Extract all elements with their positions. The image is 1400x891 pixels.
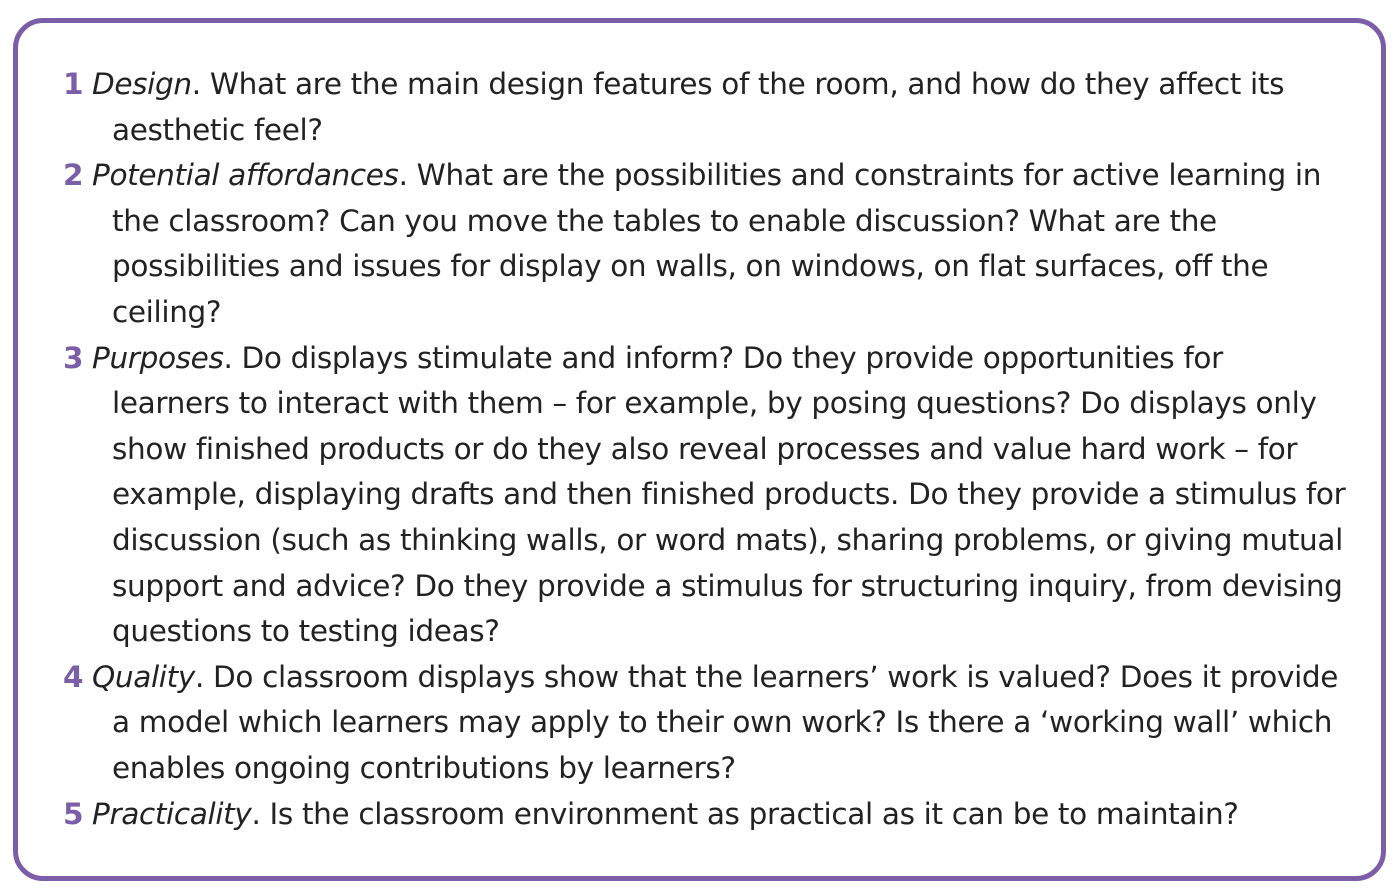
list-item — [48, 62, 1348, 153]
numbered-list — [48, 62, 1348, 837]
list-item — [48, 655, 1348, 792]
item-text — [92, 655, 1348, 792]
item-body: . Do classroom displays show that the learners’ work is valued? Does it provide a model which learners may apply to their own work? Is there a ‘working wall’ which enables ongoing contributions by learners? — [112, 659, 1339, 785]
item-number: 2 — [63, 158, 84, 193]
item-number: 4 — [63, 659, 84, 694]
item-number: 3 — [63, 340, 84, 375]
item-number: 5 — [63, 796, 84, 831]
item-body: . Is the classroom environment as practical as it can be to maintain? — [251, 796, 1239, 831]
item-body: . Do displays stimulate and inform? Do they provide opportunities for learners to interact with them – for example, by posing questions? Do displays only show finished products or do they also reveal processes and value hard work – for example, displaying drafts and then finished products. Do they provide a stimulus for discussion (such as thinking walls, or word mats), sharing problems, or giving mutual support and advice? Do they provide a stimulus for structuring inquiry, from devising questions to testing ideas? — [112, 340, 1346, 649]
list-item — [48, 153, 1348, 335]
item-number: 1 — [63, 67, 84, 101]
item-body: . What are the main design features of the room, and how do they affect its aesthetic feel? — [112, 67, 1285, 147]
item-term: Quality — [92, 659, 195, 694]
item-text — [92, 153, 1348, 335]
item-term: Potential affordances — [92, 158, 399, 193]
item-term: Design — [92, 67, 192, 101]
list-item — [48, 336, 1348, 655]
list-item — [48, 792, 1348, 838]
item-term: Purposes — [92, 340, 224, 375]
item-term: Practicality — [92, 796, 252, 831]
item-text — [92, 792, 1348, 838]
item-text — [92, 336, 1348, 655]
item-body: . What are the possibilities and constraints for active learning in the classroom? Can you move the tables to enable discussion? What are the possibilities and issues for display on walls, on windows, on flat surfaces, off the ceiling? — [112, 158, 1322, 329]
item-text — [92, 62, 1348, 153]
